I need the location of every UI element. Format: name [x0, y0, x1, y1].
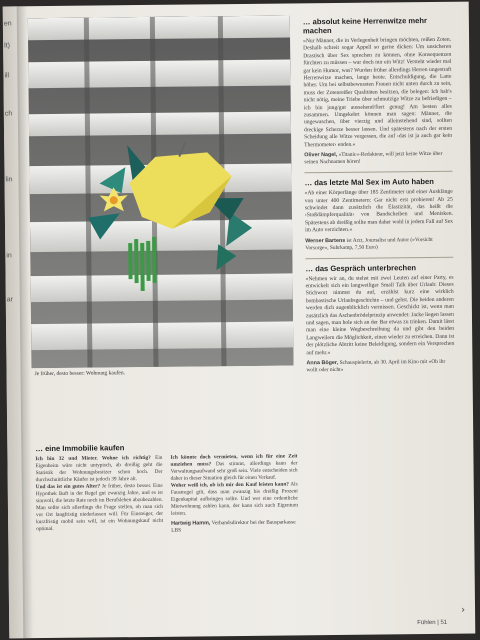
author-note: ist Arzt, Journalist und Autor (»Vorsicht Vorsorge«, Suhrkamp, 7,50 Euro)	[305, 236, 433, 251]
text-column-2	[170, 453, 298, 534]
question: Ich könnte doch vermieten, wenn ich für eine Zeit umziehen muss?	[170, 453, 298, 468]
edge-fragment: ill	[4, 72, 10, 80]
answer: Als Faustregel gilt, dass man zwanzig bis dreißig Prozent Eigenkapital aufbringen sollte. Und wer eine ordentliche Mietwohnung zahlen kann, der kann sich auch Eigentum leisten.	[170, 481, 298, 517]
qa-paragraph	[35, 455, 162, 484]
author-line	[305, 236, 453, 252]
section-immobilie	[35, 441, 298, 536]
qa-paragraph	[170, 453, 297, 482]
question: Ich bin 32 und Mieter. Wohne ich richtig?	[35, 454, 151, 463]
section-divider	[304, 171, 452, 174]
answer: Das stimmt, allerdings kann der Verwaltungsaufwand sehr groß sein. Viele entscheiden sich daher in dieser Situation gleich für einen Verkauf.	[170, 460, 298, 482]
continue-arrow-icon: ›	[460, 604, 466, 616]
section-herrenwitze	[303, 16, 453, 167]
edge-fragment: lin	[5, 176, 13, 184]
section-divider	[305, 256, 453, 259]
page-footer	[417, 620, 447, 626]
building-facade-illustration	[28, 15, 294, 368]
photo-caption: Je früher, desto besser: Wohnung kaufen.	[34, 370, 126, 378]
section-title: … das letzte Mal Sex im Auto haben	[304, 177, 434, 188]
author-note: Verbandsdirektor bei der Bausparkasse LBS	[171, 519, 296, 534]
answer: Ein Eigenheim wäre nicht untypisch, ab dreißig geht die Statistik der Wohnungsbesitzer schon hoch. Der durchschnittliche Käufer ist jedoch 39 Jahre alt.	[35, 454, 163, 484]
edge-fragment: ch	[4, 110, 13, 118]
qa-paragraph	[171, 481, 298, 517]
author-name: Anna Böger,	[306, 359, 339, 367]
qa-paragraph	[36, 483, 164, 533]
section-sex-im-auto	[305, 177, 454, 252]
author-line	[306, 359, 454, 375]
question: Und das ist ein gutes Alter?	[35, 483, 101, 491]
answer: Je früher, desto besser. Eine Hypothek läuft in der Regel gut zwanzig Jahre, und es ist sinnvoll, die letzte Rate noch im Berufsleben abzubezahlen. Man sollte sich allerdings die Frage stellen, ob man sich vor Ort langfristig niederlassen will. Für Einsteiger, der kurzfristig mobil sein will, ist ein Wohnungskauf nicht optimal.	[35, 482, 164, 533]
section-body: »Nehmen wir an, du stehst mit zwei Leuten auf einer Party, es entwickelt sich ein langweiliger Small Talk über Urlaub: Dieses Stichwort nimmst du auf, erzählst kurz eine wirklich bombastische Urlaubsgeschichte – und gehst. Die beiden anderen werden dich augenblicklich vermissen. Geschickt ist, wenn man zusätzlich das Aschenbrödelprinzip anwendet: Jacke liegen lassen und sagen, man hole sich an der Bar etwas zu trinken. Damit lässt man eine kleine Wegbeschreibung da und gibt den beiden Langweilern die Möglichkeit, einen wieder zu erreichen. Dann ist der plötzliche Abtritt keine Beleidigung, sondern ein Versprechen auf mehr.«	[305, 274, 455, 356]
section-title: … absolut keine Herrenwitze mehr machen	[302, 16, 427, 36]
edge-fragment: lt)	[4, 42, 10, 50]
footer-section: Fühlen	[417, 619, 436, 627]
question: Woher weiß ich, ob ich mir den Kauf leisten kann?	[170, 481, 289, 489]
author-note: »Titanic«-Redakteur, will jetzt keine Witze über seinen Nachnamen hören!	[304, 150, 443, 166]
edge-fragment: in	[6, 252, 12, 260]
magazine-page	[3, 2, 476, 639]
section-body: »Ab einer Körperlänge über 185 Zentimeter und einer Ausklänge von unter 400 Zentimetern: Gar nicht erst probieren! Ab 25 schwindet dann zusätzlich die Elastizität, das heißt die ›Stoßdämpferqualität‹ von Bandscheiben und Menisken. Spätestens ab dreißig sollte man daher wohl in jedem Fall auf Sex im Auto verzichten.«	[304, 188, 454, 234]
article-photo	[28, 15, 294, 368]
two-column-text	[35, 453, 298, 536]
page-number: 51	[440, 619, 448, 626]
edge-fragment: ar	[6, 296, 14, 304]
author-name: Hartwig Hamm,	[171, 520, 211, 527]
author-line	[304, 151, 452, 167]
section-body: »Nur Männer, die in Verlegenheit bringen möchten, reißen Zoten. Deshalb schreit sogar Appell so gerne dicken: Um unsicheren Drastisch über Sex sprechen zu können, ohne Konsequenzen fürchten zu müssen – war doch nur ein Witz! Versteht wieder mal gar kein Humor, was? Wurden früher allerdings Herren ungestraft Herrenwitze machen, lange heute. Entschuldigung, die Latte höher. Um bei selbstbewussten Frauen nicht unten durch zu sein, muss der Zotenreißer Qualitäten besitzen, die belegen: Ich hab's nicht nötig, meine Triebe über schmutzige Witze zu befriedigen – ich bin jung/gut aussehend/fiert genug! Am besten alles zusammen. Umgekehrt können man sagen: Männer, die ungewaschen, über vierzig und alleinstehend sind, sollten dreckige Scherze besser lassen. Und spätestens nach der ersten Scheidung alle Witze vergessen, die auf ›das ist ja auch gar kein Thermometer‹ enden.«	[303, 36, 453, 148]
text-column-1	[35, 455, 163, 536]
section-title: … das Gespräch unterbrechen	[305, 262, 417, 273]
edge-fragment: en	[3, 20, 12, 28]
section-gespraech	[305, 262, 454, 374]
author-note: Schauspielerin, ab 30. April im Kino mit »Ob ihr wollt oder nicht«	[306, 358, 446, 374]
author-name: Werner Bartens	[305, 237, 346, 244]
section-title: … eine Immobilie kaufen	[35, 443, 125, 454]
right-column	[303, 16, 455, 375]
author-name: Oliver Nagel,	[304, 152, 338, 159]
footer-separator: |	[437, 619, 441, 626]
author-line	[171, 519, 298, 534]
